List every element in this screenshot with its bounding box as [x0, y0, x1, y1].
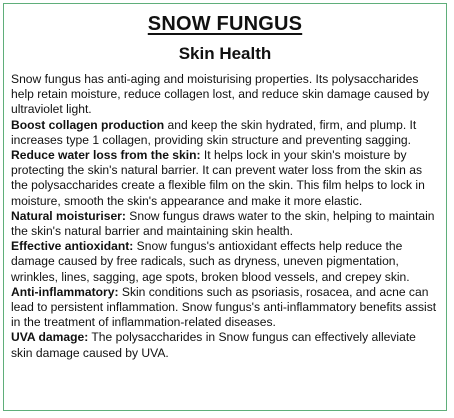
section-heading: Anti-inflammatory: [11, 284, 119, 299]
section-text: and keep the skin hydrated, firm, and plump. It increases type 1 collagen, providing skin structure and preventing sagging. [11, 117, 417, 147]
section-text: Snow fungus draws water to the skin, helping to maintain the skin's natural barrier and maintaining skin health. [11, 208, 435, 239]
section-anti-inflammatory [11, 285, 438, 331]
section-heading: Boost collagen production [11, 117, 165, 132]
section-water-loss [11, 148, 438, 209]
section-antioxidant [11, 239, 438, 285]
section-heading: UVA damage: [11, 330, 89, 345]
section-subtitle: Skin Health [178, 44, 272, 63]
section-uva-damage [11, 330, 438, 360]
section-heading: Natural moisturiser: [11, 208, 126, 223]
section-collagen [11, 118, 438, 148]
document-body [4, 72, 446, 361]
section-text: Skin conditions such as psoriasis, rosacea, and acne can lead to persistent inflammation. Snow fungus's anti-inflammatory benefits assist in the treatment of inflammation-related diseases. [11, 284, 437, 330]
section-text: The polysaccharides in Snow fungus can effectively alleviate skin damage caused by UVA. [11, 330, 416, 360]
section-moisturiser [11, 209, 438, 239]
intro-paragraph: Snow fungus has anti-aging and moisturising properties. Its polysaccharides help retain moisture, reduce collagen lost, and reduce skin damage caused by ultraviolet light. [11, 72, 430, 117]
section-heading: Reduce water loss from the skin: [11, 148, 201, 163]
section-heading: Effective antioxidant: [11, 239, 134, 254]
content-card [3, 3, 447, 411]
section-text: It helps lock in your skin's moisture by protecting the skin's natural barrier. It can prevent water loss from the skin as the polysaccharides create a flexible film on the skin. This film helps to lock in moisture, smooth the skin's appearance and make it more elastic. [11, 148, 425, 208]
section-text: Snow fungus's antioxidant effects help reduce the damage caused by free radicals, such as dryness, uneven pigmentation, wrinkles, lines, sagging, age spots, broken blood vessels, and crepey skin. [11, 239, 410, 284]
page-title: SNOW FUNGUS [147, 13, 303, 35]
